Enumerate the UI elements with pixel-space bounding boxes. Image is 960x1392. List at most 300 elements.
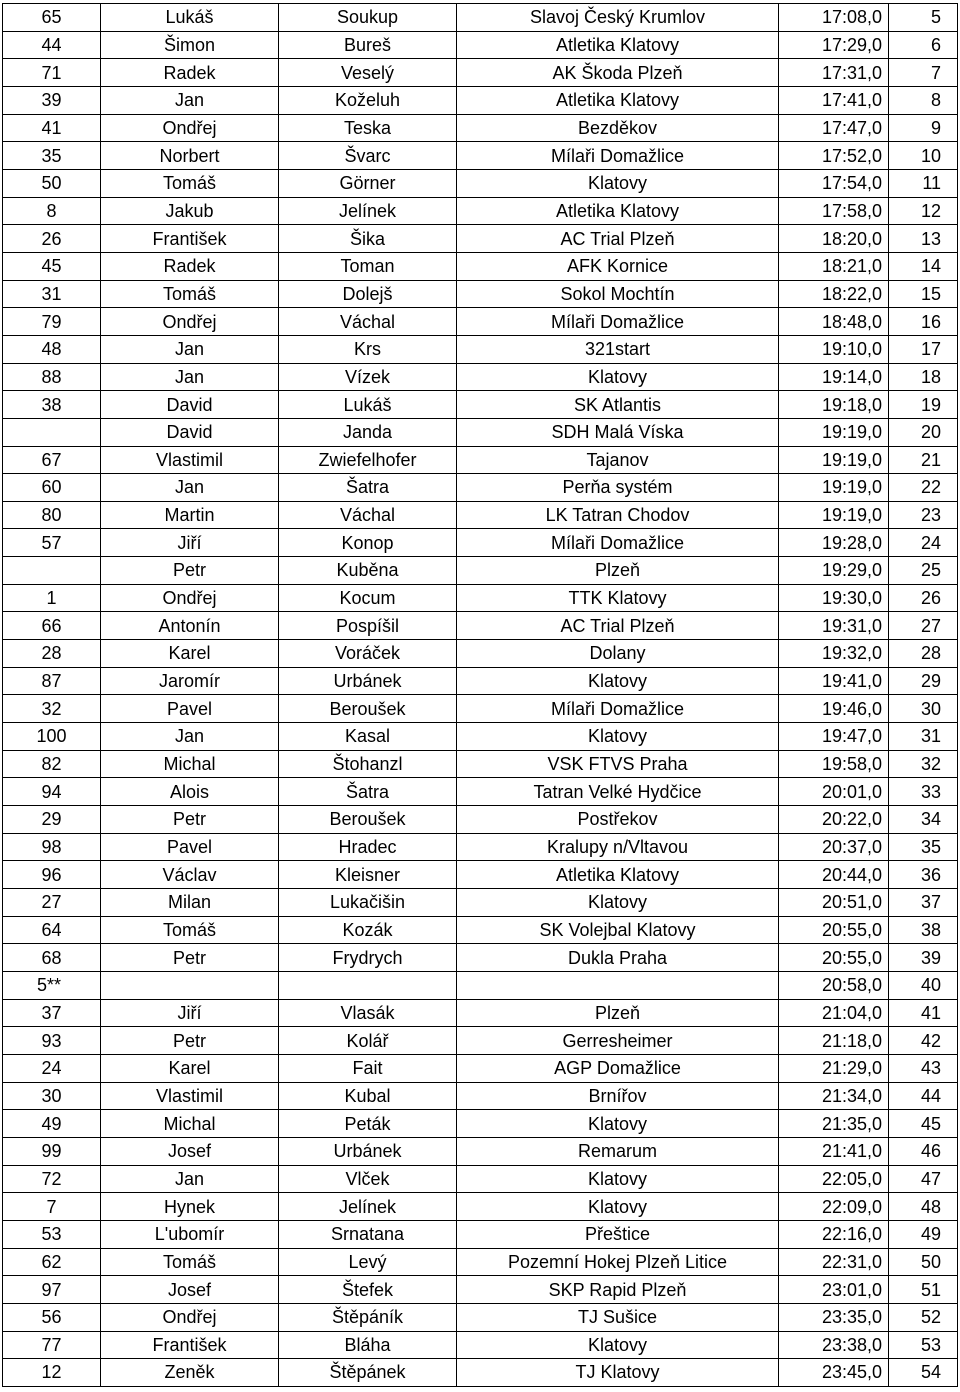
first-name-cell: Josef [101,1137,279,1165]
finish-time-cell: 17:31,0 [779,59,889,87]
last-name-cell: Šika [279,225,457,253]
finish-time-cell: 23:01,0 [779,1276,889,1304]
first-name-cell: L'ubomír [101,1220,279,1248]
bib-number-cell: 79 [3,308,101,336]
bib-number-cell: 66 [3,612,101,640]
club-cell: Pozemní Hokej Plzeň Litice [457,1248,779,1276]
last-name-cell: Vlasák [279,999,457,1027]
club-cell: Mílaři Domažlice [457,529,779,557]
place-cell: 34 [889,806,958,834]
club-cell: AGP Domažlice [457,1054,779,1082]
finish-time-cell: 18:20,0 [779,225,889,253]
first-name-cell: Milan [101,889,279,917]
bib-number-cell: 82 [3,750,101,778]
table-row [3,86,958,114]
finish-time-cell: 17:47,0 [779,114,889,142]
first-name-cell: Václav [101,861,279,889]
bib-number-cell: 28 [3,640,101,668]
club-cell: 321start [457,335,779,363]
bib-number-cell: 67 [3,446,101,474]
finish-time-cell: 23:45,0 [779,1359,889,1387]
club-cell: AK Škoda Plzeň [457,59,779,87]
club-cell: Atletika Klatovy [457,31,779,59]
first-name-cell: Ondřej [101,584,279,612]
bib-number-cell: 38 [3,391,101,419]
first-name-cell: Jan [101,363,279,391]
place-cell: 26 [889,584,958,612]
table-row [3,1027,958,1055]
finish-time-cell: 20:58,0 [779,971,889,999]
last-name-cell: Peták [279,1110,457,1138]
bib-number-cell: 96 [3,861,101,889]
first-name-cell: Lukáš [101,4,279,32]
last-name-cell: Beroušek [279,806,457,834]
club-cell: Slavoj Český Krumlov [457,4,779,32]
club-cell: Plzeň [457,999,779,1027]
last-name-cell: Soukup [279,4,457,32]
last-name-cell: Kasal [279,723,457,751]
place-cell: 45 [889,1110,958,1138]
club-cell: Remarum [457,1137,779,1165]
place-cell: 21 [889,446,958,474]
table-row [3,197,958,225]
club-cell: Plzeň [457,557,779,585]
table-row [3,695,958,723]
table-row [3,833,958,861]
table-row [3,1165,958,1193]
first-name-cell: Zeněk [101,1359,279,1387]
place-cell: 18 [889,363,958,391]
first-name-cell: Michal [101,750,279,778]
bib-number-cell: 97 [3,1276,101,1304]
bib-number-cell: 45 [3,252,101,280]
bib-number-cell: 53 [3,1220,101,1248]
first-name-cell: Petr [101,806,279,834]
place-cell: 29 [889,667,958,695]
first-name-cell: Tomáš [101,280,279,308]
club-cell: Mílaři Domažlice [457,308,779,336]
table-row [3,1331,958,1359]
place-cell: 16 [889,308,958,336]
table-row [3,861,958,889]
club-cell: Dukla Praha [457,944,779,972]
finish-time-cell: 19:32,0 [779,640,889,668]
results-table [2,3,958,1387]
last-name-cell: Janda [279,418,457,446]
finish-time-cell: 17:41,0 [779,86,889,114]
first-name-cell: Jakub [101,197,279,225]
last-name-cell: Kozák [279,916,457,944]
first-name-cell: Jiří [101,999,279,1027]
club-cell: Přeštice [457,1220,779,1248]
last-name-cell: Srnatana [279,1220,457,1248]
table-row [3,252,958,280]
bib-number-cell: 12 [3,1359,101,1387]
club-cell: TTK Klatovy [457,584,779,612]
table-row [3,806,958,834]
table-row [3,418,958,446]
finish-time-cell: 20:01,0 [779,778,889,806]
table-row [3,335,958,363]
finish-time-cell: 21:04,0 [779,999,889,1027]
table-row [3,4,958,32]
table-row [3,1054,958,1082]
table-row [3,501,958,529]
bib-number-cell: 39 [3,86,101,114]
bib-number-cell: 60 [3,474,101,502]
table-row [3,723,958,751]
first-name-cell [101,971,279,999]
table-row [3,142,958,170]
last-name-cell: Kolář [279,1027,457,1055]
bib-number-cell: 64 [3,916,101,944]
club-cell: Tajanov [457,446,779,474]
bib-number-cell: 56 [3,1303,101,1331]
place-cell: 11 [889,169,958,197]
place-cell: 27 [889,612,958,640]
place-cell: 14 [889,252,958,280]
finish-time-cell: 18:22,0 [779,280,889,308]
last-name-cell: Pospíšil [279,612,457,640]
finish-time-cell: 17:52,0 [779,142,889,170]
bib-number-cell: 37 [3,999,101,1027]
first-name-cell: František [101,1331,279,1359]
club-cell: Klatovy [457,1110,779,1138]
table-row [3,308,958,336]
place-cell: 10 [889,142,958,170]
table-row [3,391,958,419]
table-row [3,1082,958,1110]
club-cell: VSK FTVS Praha [457,750,779,778]
place-cell: 20 [889,418,958,446]
finish-time-cell: 20:51,0 [779,889,889,917]
place-cell: 39 [889,944,958,972]
club-cell: Klatovy [457,889,779,917]
club-cell: Mílaři Domažlice [457,695,779,723]
finish-time-cell: 20:44,0 [779,861,889,889]
first-name-cell: Karel [101,1054,279,1082]
finish-time-cell: 17:08,0 [779,4,889,32]
table-row [3,1110,958,1138]
finish-time-cell: 19:31,0 [779,612,889,640]
first-name-cell: Petr [101,557,279,585]
first-name-cell: Jan [101,474,279,502]
finish-time-cell: 21:34,0 [779,1082,889,1110]
last-name-cell: Zwiefelhofer [279,446,457,474]
club-cell: Sokol Mochtín [457,280,779,308]
bib-number-cell [3,557,101,585]
table-row [3,584,958,612]
bib-number-cell: 7 [3,1193,101,1221]
place-cell: 47 [889,1165,958,1193]
bib-number-cell: 80 [3,501,101,529]
place-cell: 43 [889,1054,958,1082]
finish-time-cell: 21:41,0 [779,1137,889,1165]
table-row [3,557,958,585]
first-name-cell: Jiří [101,529,279,557]
club-cell: AC Trial Plzeň [457,612,779,640]
place-cell: 31 [889,723,958,751]
place-cell: 36 [889,861,958,889]
table-row [3,114,958,142]
first-name-cell: František [101,225,279,253]
first-name-cell: Petr [101,1027,279,1055]
finish-time-cell: 17:29,0 [779,31,889,59]
place-cell: 32 [889,750,958,778]
last-name-cell: Švarc [279,142,457,170]
bib-number-cell: 71 [3,59,101,87]
table-row [3,169,958,197]
first-name-cell: Tomáš [101,169,279,197]
first-name-cell: Vlastimil [101,446,279,474]
place-cell: 5 [889,4,958,32]
place-cell: 24 [889,529,958,557]
last-name-cell: Štěpáník [279,1303,457,1331]
last-name-cell: Veselý [279,59,457,87]
bib-number-cell: 57 [3,529,101,557]
table-row [3,667,958,695]
bib-number-cell: 100 [3,723,101,751]
bib-number-cell: 72 [3,1165,101,1193]
table-row [3,31,958,59]
finish-time-cell: 19:30,0 [779,584,889,612]
club-cell: Klatovy [457,723,779,751]
finish-time-cell: 22:09,0 [779,1193,889,1221]
finish-time-cell: 23:38,0 [779,1331,889,1359]
finish-time-cell: 19:47,0 [779,723,889,751]
last-name-cell: Teska [279,114,457,142]
first-name-cell: Alois [101,778,279,806]
last-name-cell: Štěpánek [279,1359,457,1387]
finish-time-cell: 22:05,0 [779,1165,889,1193]
club-cell: SK Atlantis [457,391,779,419]
club-cell: AC Trial Plzeň [457,225,779,253]
last-name-cell: Lukačišin [279,889,457,917]
bib-number-cell: 50 [3,169,101,197]
last-name-cell: Vlček [279,1165,457,1193]
last-name-cell: Konop [279,529,457,557]
place-cell: 44 [889,1082,958,1110]
finish-time-cell: 21:35,0 [779,1110,889,1138]
finish-time-cell: 22:16,0 [779,1220,889,1248]
last-name-cell: Krs [279,335,457,363]
table-row [3,971,958,999]
last-name-cell: Kocum [279,584,457,612]
first-name-cell: Norbert [101,142,279,170]
club-cell: Tatran Velké Hydčice [457,778,779,806]
table-row [3,225,958,253]
club-cell: Atletika Klatovy [457,86,779,114]
club-cell: TJ Klatovy [457,1359,779,1387]
bib-number-cell: 8 [3,197,101,225]
club-cell: Brnířov [457,1082,779,1110]
club-cell: Atletika Klatovy [457,861,779,889]
finish-time-cell: 19:29,0 [779,557,889,585]
first-name-cell: Ondřej [101,114,279,142]
club-cell: Perňa systém [457,474,779,502]
table-row [3,750,958,778]
last-name-cell: Jelínek [279,1193,457,1221]
last-name-cell: Urbánek [279,1137,457,1165]
table-row [3,1220,958,1248]
first-name-cell: Jan [101,723,279,751]
club-cell: Klatovy [457,363,779,391]
finish-time-cell: 20:37,0 [779,833,889,861]
table-row [3,474,958,502]
place-cell: 41 [889,999,958,1027]
bib-number-cell [3,418,101,446]
finish-time-cell: 19:19,0 [779,418,889,446]
first-name-cell: Šimon [101,31,279,59]
place-cell: 7 [889,59,958,87]
place-cell: 50 [889,1248,958,1276]
club-cell: Mílaři Domažlice [457,142,779,170]
finish-time-cell: 21:18,0 [779,1027,889,1055]
bib-number-cell: 30 [3,1082,101,1110]
club-cell: Atletika Klatovy [457,197,779,225]
bib-number-cell: 35 [3,142,101,170]
first-name-cell: Antonín [101,612,279,640]
finish-time-cell: 18:21,0 [779,252,889,280]
last-name-cell: Urbánek [279,667,457,695]
club-cell: SDH Malá Víska [457,418,779,446]
bib-number-cell: 88 [3,363,101,391]
club-cell: Klatovy [457,1165,779,1193]
last-name-cell: Koželuh [279,86,457,114]
bib-number-cell: 48 [3,335,101,363]
finish-time-cell: 19:19,0 [779,501,889,529]
club-cell: TJ Sušice [457,1303,779,1331]
place-cell: 54 [889,1359,958,1387]
first-name-cell: Vlastimil [101,1082,279,1110]
place-cell: 22 [889,474,958,502]
bib-number-cell: 77 [3,1331,101,1359]
place-cell: 9 [889,114,958,142]
finish-time-cell: 19:41,0 [779,667,889,695]
finish-time-cell: 19:10,0 [779,335,889,363]
finish-time-cell: 19:19,0 [779,446,889,474]
table-row [3,1248,958,1276]
place-cell: 30 [889,695,958,723]
last-name-cell: Voráček [279,640,457,668]
last-name-cell: Lukáš [279,391,457,419]
finish-time-cell: 22:31,0 [779,1248,889,1276]
bib-number-cell: 98 [3,833,101,861]
place-cell: 13 [889,225,958,253]
club-cell: Kralupy n/Vltavou [457,833,779,861]
finish-time-cell: 20:55,0 [779,916,889,944]
table-row [3,1137,958,1165]
table-row [3,59,958,87]
club-cell: Klatovy [457,1193,779,1221]
place-cell: 12 [889,197,958,225]
last-name-cell: Vízek [279,363,457,391]
finish-time-cell: 20:55,0 [779,944,889,972]
last-name-cell: Štefek [279,1276,457,1304]
place-cell: 33 [889,778,958,806]
table-row [3,944,958,972]
last-name-cell: Kubal [279,1082,457,1110]
place-cell: 53 [889,1331,958,1359]
club-cell: Klatovy [457,1331,779,1359]
place-cell: 19 [889,391,958,419]
finish-time-cell: 19:28,0 [779,529,889,557]
last-name-cell: Levý [279,1248,457,1276]
finish-time-cell: 19:18,0 [779,391,889,419]
bib-number-cell: 26 [3,225,101,253]
bib-number-cell: 49 [3,1110,101,1138]
first-name-cell: David [101,418,279,446]
place-cell: 48 [889,1193,958,1221]
place-cell: 46 [889,1137,958,1165]
club-cell: SKP Rapid Plzeň [457,1276,779,1304]
table-row [3,1303,958,1331]
bib-number-cell: 65 [3,4,101,32]
place-cell: 15 [889,280,958,308]
table-row [3,363,958,391]
finish-time-cell: 17:54,0 [779,169,889,197]
finish-time-cell: 19:19,0 [779,474,889,502]
table-row [3,529,958,557]
bib-number-cell: 99 [3,1137,101,1165]
bib-number-cell: 68 [3,944,101,972]
table-row [3,640,958,668]
place-cell: 25 [889,557,958,585]
club-cell: Klatovy [457,667,779,695]
last-name-cell [279,971,457,999]
place-cell: 42 [889,1027,958,1055]
table-row [3,1193,958,1221]
first-name-cell: Pavel [101,833,279,861]
table-row [3,1276,958,1304]
first-name-cell: Josef [101,1276,279,1304]
first-name-cell: David [101,391,279,419]
last-name-cell: Jelínek [279,197,457,225]
place-cell: 38 [889,916,958,944]
club-cell: Gerresheimer [457,1027,779,1055]
table-row [3,280,958,308]
table-row [3,889,958,917]
finish-time-cell: 19:14,0 [779,363,889,391]
club-cell: Bezděkov [457,114,779,142]
finish-time-cell: 19:58,0 [779,750,889,778]
bib-number-cell: 87 [3,667,101,695]
finish-time-cell: 21:29,0 [779,1054,889,1082]
club-cell: Postřekov [457,806,779,834]
last-name-cell: Váchal [279,501,457,529]
club-cell: SK Volejbal Klatovy [457,916,779,944]
last-name-cell: Görner [279,169,457,197]
finish-time-cell: 19:46,0 [779,695,889,723]
place-cell: 52 [889,1303,958,1331]
bib-number-cell: 44 [3,31,101,59]
first-name-cell: Jan [101,86,279,114]
last-name-cell: Fait [279,1054,457,1082]
last-name-cell: Šatra [279,778,457,806]
first-name-cell: Jaromír [101,667,279,695]
first-name-cell: Hynek [101,1193,279,1221]
first-name-cell: Michal [101,1110,279,1138]
last-name-cell: Hradec [279,833,457,861]
last-name-cell: Beroušek [279,695,457,723]
place-cell: 8 [889,86,958,114]
bib-number-cell: 41 [3,114,101,142]
bib-number-cell: 32 [3,695,101,723]
bib-number-cell: 93 [3,1027,101,1055]
place-cell: 49 [889,1220,958,1248]
place-cell: 17 [889,335,958,363]
finish-time-cell: 23:35,0 [779,1303,889,1331]
